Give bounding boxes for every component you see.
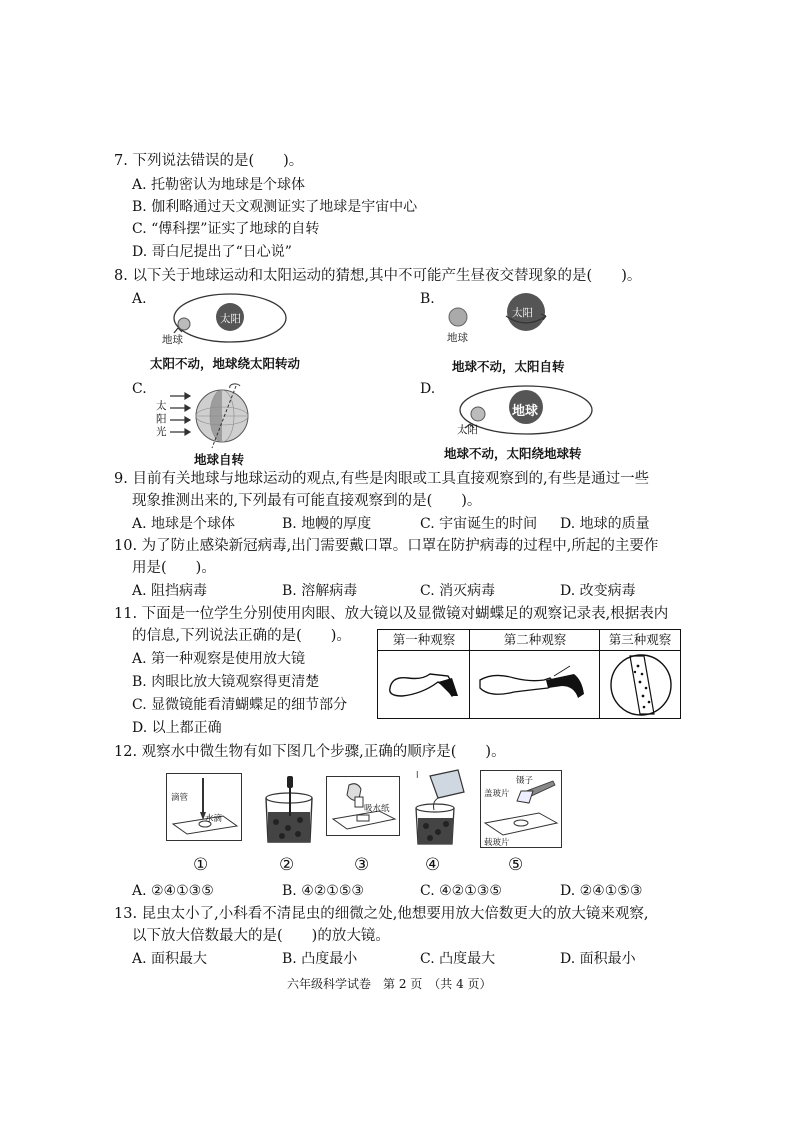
q8-c-caption: 地球自转 [194,452,245,467]
q7-option-d: D. 哥白尼提出了“日心说” [132,244,292,260]
q8-b-caption: 地球不动，太阳自转 [452,359,565,374]
q12-stem: 12. 观察水中微生物有如下图几个步骤,正确的顺序是( )。 [114,744,506,760]
q10-option-b: B. 溶解病毒 [282,583,358,599]
q11-option-b: B. 肉眼比放大镜观察得更清楚 [132,674,320,690]
q11-option-d: D. 以上都正确 [132,720,222,736]
q10-stem-line2: 用是( )。 [132,560,216,576]
page-footer: 六年级科学试卷 第 2 页 （共 4 页） [287,977,492,991]
step1-panel [166,773,242,841]
q10-option-d: D. 改变病毒 [560,583,636,599]
step-number-4: ④ [425,855,441,875]
q11-stem-line1: 11. 下面是一位学生分别使用肉眼、放大镜以及显微镜对蝴蝶足的观察记录表,根据表内 [114,606,669,622]
q9-option-c: C. 宇宙诞生的时间 [420,516,538,532]
q13-option-b: B. 凸度最小 [282,951,358,967]
earth-icon [178,318,190,330]
table-header-3: 第三种观察 [600,630,680,651]
q8-c-light-2: 阳 [156,413,167,425]
naked-eye-leg-drawing [382,654,466,714]
table-header-1: 第一种观察 [378,630,470,651]
step-number-2: ② [279,855,295,875]
q8-b-sun-label: 太阳 [512,307,533,319]
q13-option-c: C. 凸度最大 [420,951,496,967]
tweezers-label: 镊子 [516,776,534,786]
q12-option-d: D. ②④①⑤③ [560,883,643,899]
q8-d-sun-label: 太阳 [457,424,478,436]
q8-d-letter: D. [420,381,436,397]
q13-stem-line2: 以下放大倍数最大的是( )的放大镜。 [132,928,390,944]
slide-label: 载玻片 [484,838,510,848]
q8-stem: 8. 以下关于地球运动和太阳运动的猜想,其中不可能产生昼夜交替现象的是( )。 [114,268,642,284]
q11-option-a: A. 第一种观察是使用放大镜 [132,651,306,667]
q9-option-b: B. 地幔的厚度 [282,516,372,532]
q8-a-letter: A. [132,291,147,307]
q13-stem-line1: 13. 昆虫太小了,小科看不清昆虫的细微之处,他想要用放大倍数更大的放大镜来观察, [114,906,649,922]
q7-stem: 7. 下列说法错误的是( )。 [114,153,304,169]
sun-icon [471,407,485,421]
q12-option-a: A. ②④①③⑤ [132,883,214,899]
earth-icon [449,308,467,326]
observation-table [377,629,681,719]
step4-pouring-drawing [408,768,476,846]
step2-beaker-drawing [258,776,320,846]
q8-b-letter: B. [420,291,435,307]
q10-stem-line1: 10. 为了防止感染新冠病毒,出门需要戴口罩。口罩在防护病毒的过程中,所起的主要作 [114,538,659,554]
paper-label: 吸水纸 [364,804,390,814]
step-number-3: ③ [354,855,370,875]
q11-stem-line2: 的信息,下列说法正确的是( )。 [132,628,351,644]
q8-a-sun-label: 太阳 [220,313,241,325]
svg-text:l: l [416,771,419,781]
q13-option-d: D. 面积最小 [560,951,636,967]
q8-c-light-3: 光 [156,426,167,438]
table-header-2: 第二种观察 [470,630,600,651]
dropper-label: 滴管 [171,793,189,803]
q7-option-b: B. 伽利略通过天文观测证实了地球是宇宙中心 [132,199,418,215]
water-label: 水滴 [205,814,223,824]
q8-d-earth-label: 地球 [512,404,539,419]
q8-a-earth-label: 地球 [162,334,183,346]
sunlight-arrows-icon [170,393,190,435]
q9-stem-line2: 现象推测出来的,下列最有可能直接观察到的是( )。 [132,493,482,509]
q7-option-c: C. “傅科摆”证实了地球的自转 [132,221,320,237]
rotation-arrow-icon [230,384,240,388]
magnifier-leg-drawing [474,654,598,714]
q10-option-c: C. 消灭病毒 [420,583,496,599]
q11-option-c: C. 显微镜能看清蝴蝶足的细节部分 [132,697,348,713]
q8-c-diagram [168,378,278,448]
q10-option-a: A. 阻挡病毒 [132,583,208,599]
blotting-paper-icon [355,797,363,807]
microscope-leg-drawing [604,652,678,718]
q8-d-caption: 地球不动，太阳绕地球转 [444,446,582,461]
q12-option-b: B. ④②①⑤③ [282,883,364,899]
q8-c-letter: C. [132,381,147,397]
cover-slip-icon [517,791,533,803]
q8-b-earth-label: 地球 [447,332,468,344]
q9-option-d: D. 地球的质量 [560,516,650,532]
q9-option-a: A. 地球是个球体 [132,516,236,532]
q8-c-light-1: 太 [156,400,167,412]
q8-a-caption: 太阳不动，地球绕太阳转动 [150,356,301,371]
q9-stem-line1: 9. 目前有关地球与地球运动的观点,有些是肉眼或工具直接观察到的,有些是通过一些 [114,471,650,487]
q12-option-c: C. ④②①③⑤ [420,883,502,899]
q13-option-a: A. 面积最大 [132,951,208,967]
step-number-5: ⑤ [508,855,524,875]
q7-option-a: A. 托勒密认为地球是个球体 [132,177,306,193]
step-number-1: ① [193,855,209,875]
cover-label: 盖玻片 [484,789,510,799]
